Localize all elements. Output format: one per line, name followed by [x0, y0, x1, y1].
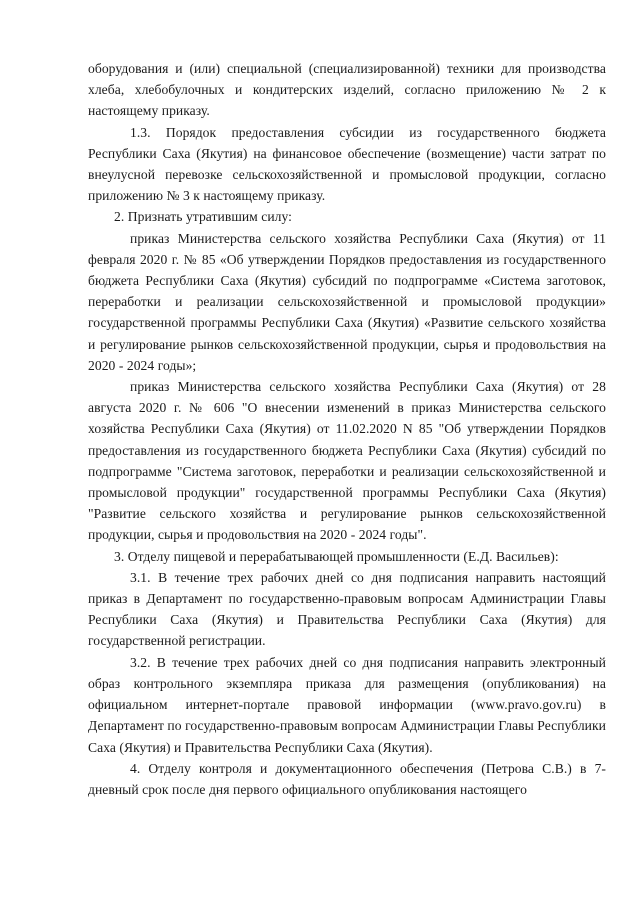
- paragraph-4: 4. Отделу контроля и документационного обеспечения (Петрова С.В.) в 7-дневный срок после дня первого официального опубликования настоящего: [88, 760, 606, 797]
- paragraph-order-606: приказ Министерства сельского хозяйства Республики Саха (Якутия) от 28 августа 2020 г. № 606 "О внесении изменений в приказ Министерства сельского хозяйства Республики Саха (Якутия) от 11.02.2020 N 85 "Об утверждении Порядков предоставления из государственного бюджета Республики Саха (Якутия) субсидий по подпрограмме "Система заготовок, переработки и реализации сельскохозяйственной и промысловой продукции" государственной программы Республики Саха (Якутия) "Развитие сельского хозяйства и регулирование рынков сельскохозяйственной продукции, сырья и продовольствия на 2020 - 2024 годы".: [88, 379, 606, 543]
- paragraph-equipment-continuation: оборудования и (или) специальной (специализированной) техники для производства хлеба, хлебобулочных и кондитерских изделий, согласно приложению № 2 к настоящему приказу.: [88, 61, 606, 119]
- paragraph-2: 2. Признать утратившим силу:: [114, 209, 292, 225]
- paragraph-1-3: 1.3. Порядок предоставления субсидии из государственного бюджета Республики Саха (Якутия) на финансовое обеспечение (возмещение) части затрат по внеулусной перевозке сельскохозяйственной и промысловой продукции, согласно приложению № 3 к настоящему приказу.: [88, 124, 606, 204]
- paragraph-order-85: приказ Министерства сельского хозяйства Республики Саха (Якутия) от 11 февраля 2020 г. № 85 «Об утверждении Порядков предоставления из государственного бюджета Республики Саха (Якутия) субсидий по подпрограмме «Система заготовок, переработки и реализации сельскохозяйственной и промысловой продукции» государственной программы Республики Саха (Якутия) «Развитие сельского хозяйства и регулирование рынков сельскохозяйственной продукции, сырья и продовольствия на 2020 - 2024 годы»;: [88, 230, 606, 373]
- paragraph-3-2: 3.2. В течение трех рабочих дней со дня подписания направить электронный образ контрольного экземпляра приказа для размещения (опубликования) на официальном интернет-портале правовой информации (www.pravo.gov.ru) в Департамент по государственно-правовым вопросам Администрации Главы Республики Саха (Якутия) и Правительства Республики Саха (Якутия).: [88, 654, 606, 755]
- document-body: [88, 58, 606, 800]
- paragraph-3-1: 3.1. В течение трех рабочих дней со дня подписания направить настоящий приказ в Департамент по государственно-правовым вопросам Администрации Главы Республики Саха (Якутия) и Правительства Республики Саха (Якутия) для государственной регистрации.: [88, 569, 606, 649]
- paragraph-3: 3. Отделу пищевой и перерабатывающей промышленности (Е.Д. Васильев):: [114, 548, 559, 564]
